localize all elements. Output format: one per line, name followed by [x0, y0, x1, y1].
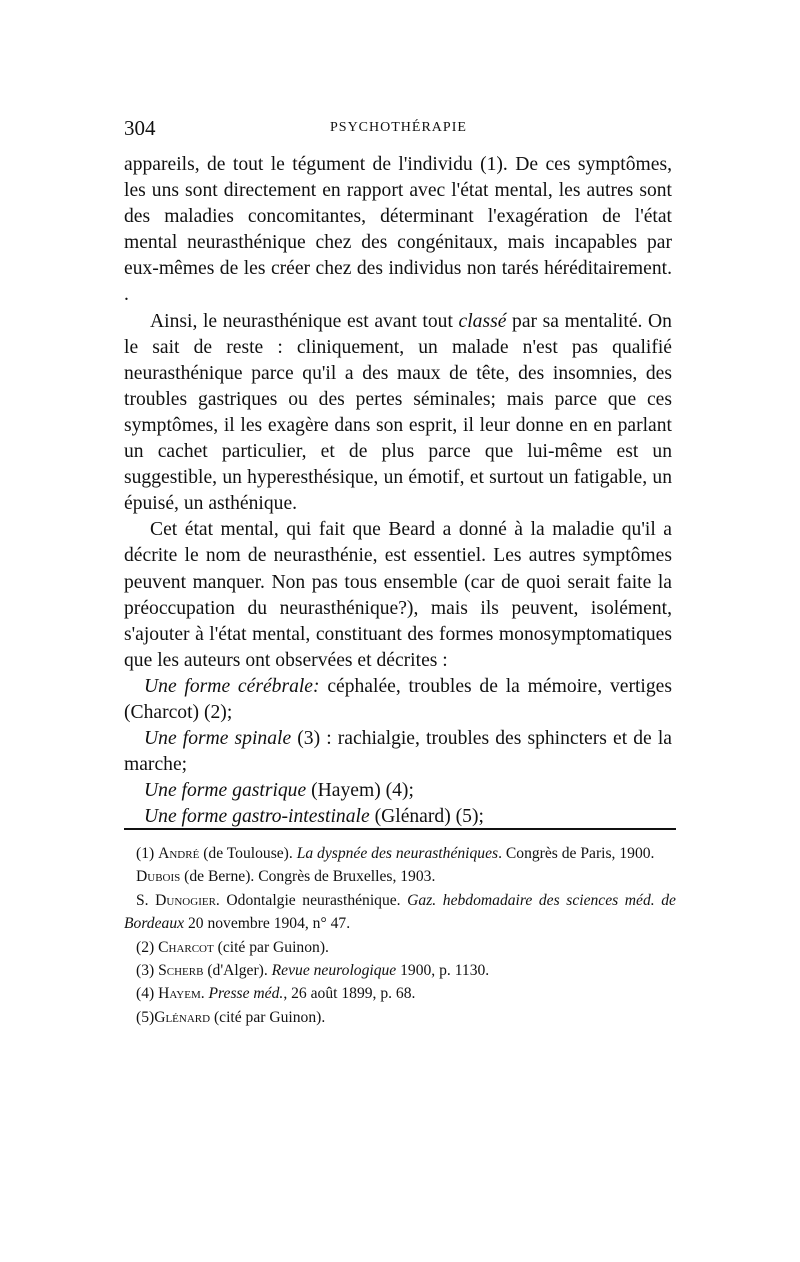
footnotes	[124, 842, 676, 1029]
footnote-divider	[124, 828, 676, 830]
list-item-cerebrale: Une forme cérébrale: céphalée, troubles de la mémoire, vertiges (Charcot) (2);	[124, 675, 672, 723]
footnote-5: (5)Glénard (cité par Guinon).	[136, 1008, 326, 1026]
footnote-3: (3) Scherb (d'Alger). Revue neurologique 1900, p. 1130.	[136, 962, 490, 980]
footnote-4: (4) Hayem. Presse méd., 26 août 1899, p. 68.	[136, 985, 416, 1003]
page-number: 304	[124, 116, 156, 140]
page-header	[124, 116, 676, 146]
emphasis-classe: classé	[458, 310, 507, 332]
footnote-2: (2) Charcot (cité par Guinon).	[136, 938, 329, 956]
list-item-gastro-intestinale: Une forme gastro-intestinale (Glénard) (5);	[144, 806, 484, 828]
running-title: PSYCHOTHÉRAPIE	[330, 120, 467, 135]
footnote-1: (1) André (de Toulouse). La dyspnée des neurasthéniques. Congrès de Paris, 1900.	[136, 845, 655, 862]
footnote-1-dubois: Dubois (de Berne). Congrès de Bruxelles, 1903.	[136, 868, 436, 886]
list-item-spinale: Une forme spinale (3) : rachialgie, troubles des sphincters et de la marche;	[124, 728, 672, 776]
paragraph-3: Cet état mental, qui fait que Beard a donné à la maladie qu'il a décrite le nom de neurasthénie, est essentiel. Les autres symptômes peuvent manquer. Non pas tous ensemble (car de quoi serait faite la préoccupation du neurasthénique?), mais ils peuvent, isolément, s'ajouter à l'état mental, constituant des formes monosymptomatiques que les auteurs ont observées et décrites :	[124, 519, 672, 671]
body-text	[124, 152, 672, 830]
list-item-gastrique: Une forme gastrique (Hayem) (4);	[144, 780, 414, 802]
footnote-1-dunogier: S. Dunogier. Odontalgie neurasthénique. Gaz. hebdomadaire des sciences méd. de Bordeaux 20 novembre 1904, n° 47.	[124, 891, 676, 933]
paragraph-1: appareils, de tout le tégument de l'individu (1). De ces symptômes, les uns sont directement en rapport avec l'état mental, les autres sont des maladies concomitantes, déterminant l'exagération de l'état mental neurasthénique chez des congénitaux, mais incapables par eux-mêmes de les créer chez des individus non tarés héréditairement. .	[124, 154, 672, 306]
paragraph-2: Ainsi, le neurasthénique est avant tout classé par sa mentalité. On le sait de reste : cliniquement, un malade n'est pas qualifié neurasthénique parce qu'il a des maux de tête, des insomnies, des troubles gastriques ou des pertes séminales; mais parce que ces symptômes, il les exagère dans son esprit, il leur donne en en parlant un cachet particulier, et de plus parce que lui-même est un suggestible, un hyperesthésique, un émotif, et surtout un fatigable, un épuisé, un asthénique.	[124, 310, 672, 515]
